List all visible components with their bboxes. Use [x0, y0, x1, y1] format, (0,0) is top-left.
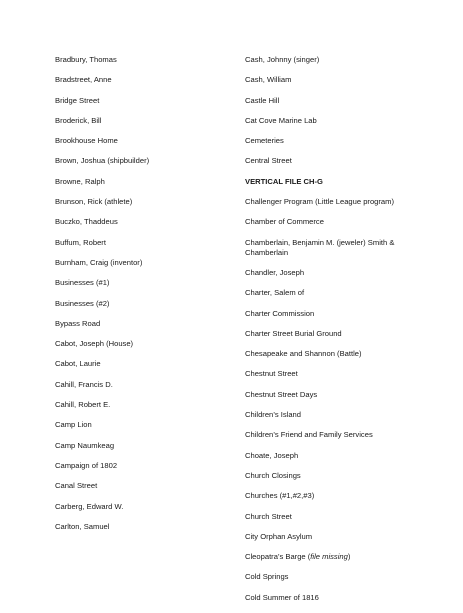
list-item: Churches (#1,#2,#3) [245, 491, 315, 501]
list-item: Broderick, Bill [55, 115, 102, 125]
list-item: Church Street [245, 511, 292, 521]
right-column-list [245, 55, 405, 613]
list-item: Choate, Joseph [245, 450, 299, 460]
list-item: Cabot, Joseph (House) [55, 339, 134, 349]
list-item: Chesapeake and Shannon (Battle) [245, 349, 362, 359]
list-item: Castle Hill [245, 95, 280, 105]
list-item: Cat Cove Marine Lab [245, 115, 317, 125]
list-item: Cold Springs [245, 572, 289, 582]
list-item: Bradstreet, Anne [55, 75, 112, 85]
list-item-text: Cleopatra’s Barge ( [245, 552, 311, 562]
list-item: Central Street [245, 156, 292, 166]
list-item: Chestnut Street Days [245, 389, 318, 399]
list-item: Cash, Johnny (singer) [245, 55, 320, 64]
list-item: Cemeteries [245, 136, 284, 146]
list-item: Bradbury, Thomas [55, 55, 117, 64]
list-item: Bypass Road [55, 318, 101, 328]
list-item: Buczko, Thaddeus [55, 217, 118, 227]
list-item: Cash, William [245, 75, 292, 85]
list-item: Children’s Island [245, 410, 302, 420]
list-item: Cabot, Laurie [55, 359, 101, 369]
list-item: Chestnut Street [245, 369, 298, 379]
list-item: Carlton, Samuel [55, 521, 110, 531]
list-item: Businesses (#2) [55, 298, 110, 308]
list-item: Brunson, Rick (athlete) [55, 197, 133, 207]
list-item: Cahill, Francis D. [55, 379, 113, 389]
list-item: Chandler, Joseph [245, 267, 305, 277]
list-item [245, 552, 405, 562]
list-item: Bridge Street [55, 95, 100, 105]
list-item: Children’s Friend and Family Services [245, 430, 373, 440]
list-item: Buffum, Robert [55, 237, 106, 247]
left-column-list [55, 55, 225, 542]
list-item: City Orphan Asylum [245, 531, 313, 541]
list-item: Businesses (#1) [55, 278, 110, 288]
list-item: Burnham, Craig (inventor) [55, 257, 143, 267]
list-item: Camp Lion [55, 420, 92, 430]
list-item: Campaign of 1802 [55, 460, 118, 470]
list-item: Cold Summer of 1816 [245, 592, 319, 602]
list-item: Canal Street [55, 481, 98, 491]
list-item: Chamberlain, Benjamin M. (jeweler) Smith & Chamberlain [245, 237, 395, 257]
list-item: Carberg, Edward W. [55, 501, 124, 511]
list-item: Browne, Ralph [55, 176, 105, 186]
list-item: Challenger Program (Little League program) [245, 197, 394, 207]
list-item: Brown, Joshua (shipbuilder) [55, 156, 150, 166]
list-item: Brookhouse Home [55, 136, 118, 146]
list-item: Charter Street Burial Ground [245, 328, 342, 338]
list-item: Church Closings [245, 470, 301, 480]
list-item-text: ) [347, 552, 351, 562]
list-item: Cahill, Robert E. [55, 400, 111, 410]
list-item: Camp Naumkeag [55, 440, 115, 450]
list-item: Charter, Salem of [245, 288, 305, 298]
list-item: Charter Commission [245, 308, 315, 318]
list-item: Chamber of Commerce [245, 217, 324, 227]
section-heading: VERTICAL FILE CH-G [245, 176, 323, 186]
list-item-note: file missing [310, 552, 348, 562]
